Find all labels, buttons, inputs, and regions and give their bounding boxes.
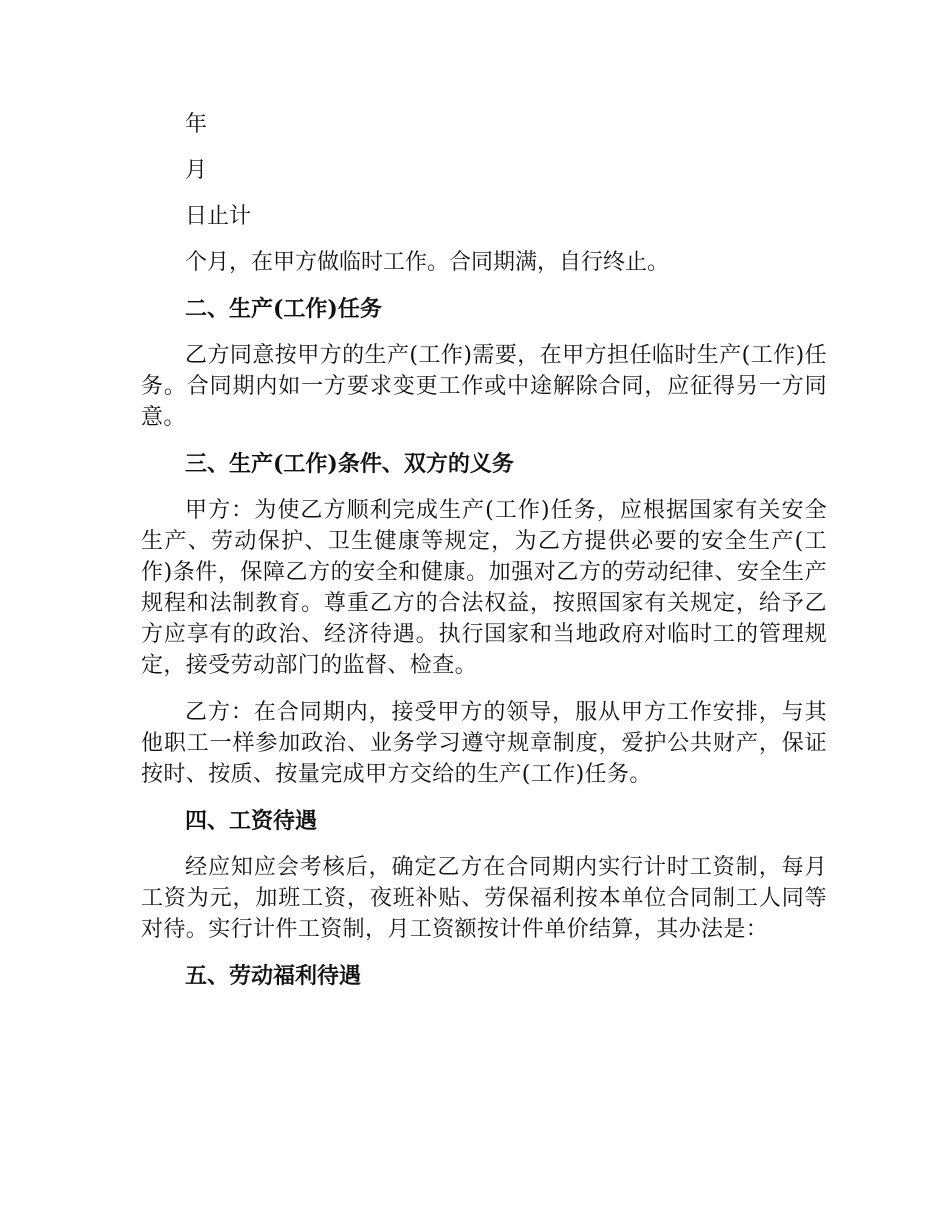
date-year-line: 年 [185, 112, 208, 137]
section-3-heading: 三、生产(工作)条件、双方的义务 [185, 451, 514, 477]
date-day-line: 日止计 [185, 204, 252, 229]
section-3-party-a-paragraph: 甲方：为使乙方顺利完成生产(工作)任务，应根据国家有关安全生产、劳动保护、卫生健康等规定，为乙方提供必要的安全生产(工作)条件，保障乙方的安全和健康。加强对乙方的劳动纪律、安全生产规程和法制教育。尊重乙方的合法权益，按照国家有关规定，给予乙方应享有的政治、经济待遇。执行国家和当地政府对临时工的管理规定，接受劳动部门的监督、检查。 [141, 498, 827, 678]
document-body [141, 110, 827, 1007]
section-3-party-b-paragraph: 乙方：在合同期内，接受甲方的领导，服从甲方工作安排，与其他职工一样参加政治、业务学习遵守规章制度，爱护公共财产，保证按时、按质、按量完成甲方交给的生产(工作)任务。 [141, 700, 827, 787]
section-5-heading: 五、劳动福利待遇 [185, 963, 362, 989]
contract-term-line: 个月，在甲方做临时工作。合同期满，自行终止。 [185, 250, 670, 275]
section-2-paragraph: 乙方同意按甲方的生产(工作)需要，在甲方担任临时生产(工作)任务。合同期内如一方要求变更工作或中途解除合同，应征得另一方同意。 [141, 343, 827, 430]
section-4-paragraph: 经应知应会考核后，确定乙方在合同期内实行计时工资制，每月工资为元，加班工资，夜班补贴、劳保福利按本单位合同制工人同等对待。实行计件工资制，月工资额按计件单价结算，其办法是： [141, 855, 827, 942]
section-2-heading: 二、生产(工作)任务 [185, 296, 382, 322]
date-month-line: 月 [185, 158, 208, 183]
section-4-heading: 四、工资待遇 [185, 808, 318, 834]
